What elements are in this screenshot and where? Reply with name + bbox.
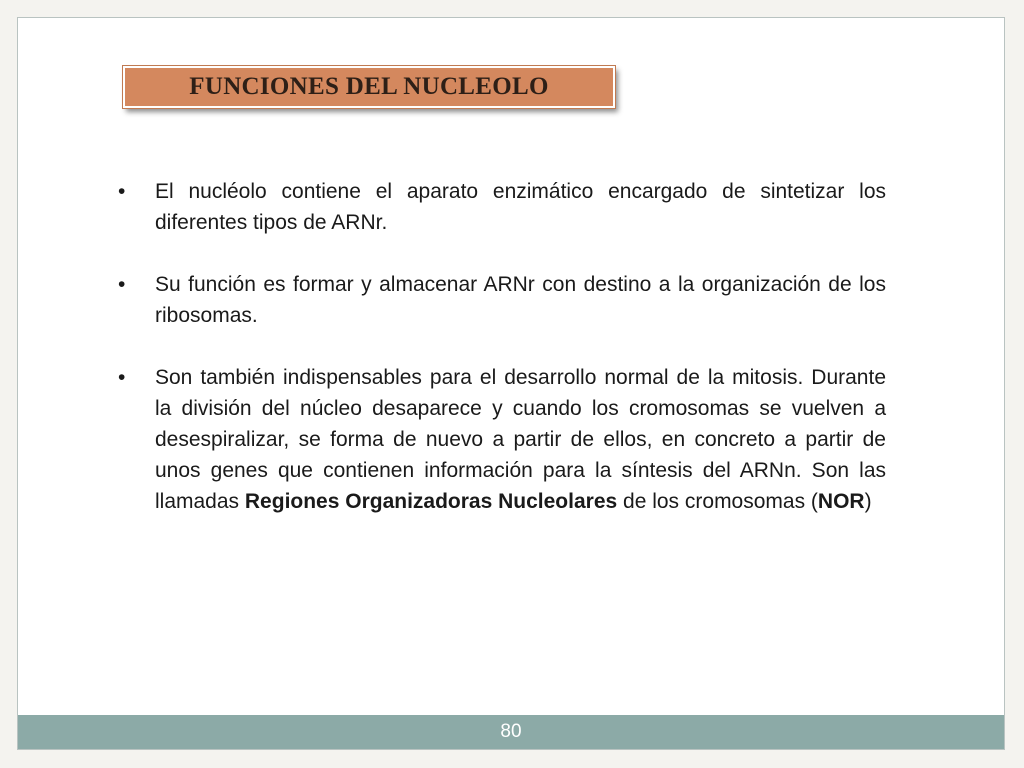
bullet-marker: • xyxy=(118,366,126,389)
slide xyxy=(17,17,1005,750)
bullet-list xyxy=(118,176,886,517)
slide-title: FUNCIONES DEL NUCLEOLO xyxy=(189,73,549,100)
bullet-text: ) xyxy=(864,490,872,513)
page-number: 80 xyxy=(500,721,522,742)
bold-abbreviation: NOR xyxy=(817,490,865,513)
bullet-text: de los cromosomas ( xyxy=(617,490,818,513)
bullet-item xyxy=(118,269,886,331)
bullet-item xyxy=(118,362,886,517)
bullet-item xyxy=(118,176,886,238)
bullet-text: Son también indispensables para el desarrollo normal de la mitosis. Durante la división del núcleo desaparece y cuando los cromosomas se vuelven a desespiralizar, se forma de nuevo a partir de ellos, en concreto a partir de unos genes que contienen información para la síntesis del ARNn. Son las llamadas xyxy=(155,366,886,513)
bullet-text: Su función es formar y almacenar ARNr con destino a la organización de los ribosomas. xyxy=(155,273,886,327)
bullet-marker: • xyxy=(118,180,126,203)
bullet-text: El nucléolo contiene el aparato enzimático encargado de sintetizar los diferentes tipos de ARNr. xyxy=(155,180,886,234)
bold-term: Regiones Organizadoras Nucleolares xyxy=(244,490,618,513)
bullet-marker: • xyxy=(118,273,126,296)
title-box xyxy=(123,66,615,108)
footer-bar xyxy=(18,715,1004,749)
